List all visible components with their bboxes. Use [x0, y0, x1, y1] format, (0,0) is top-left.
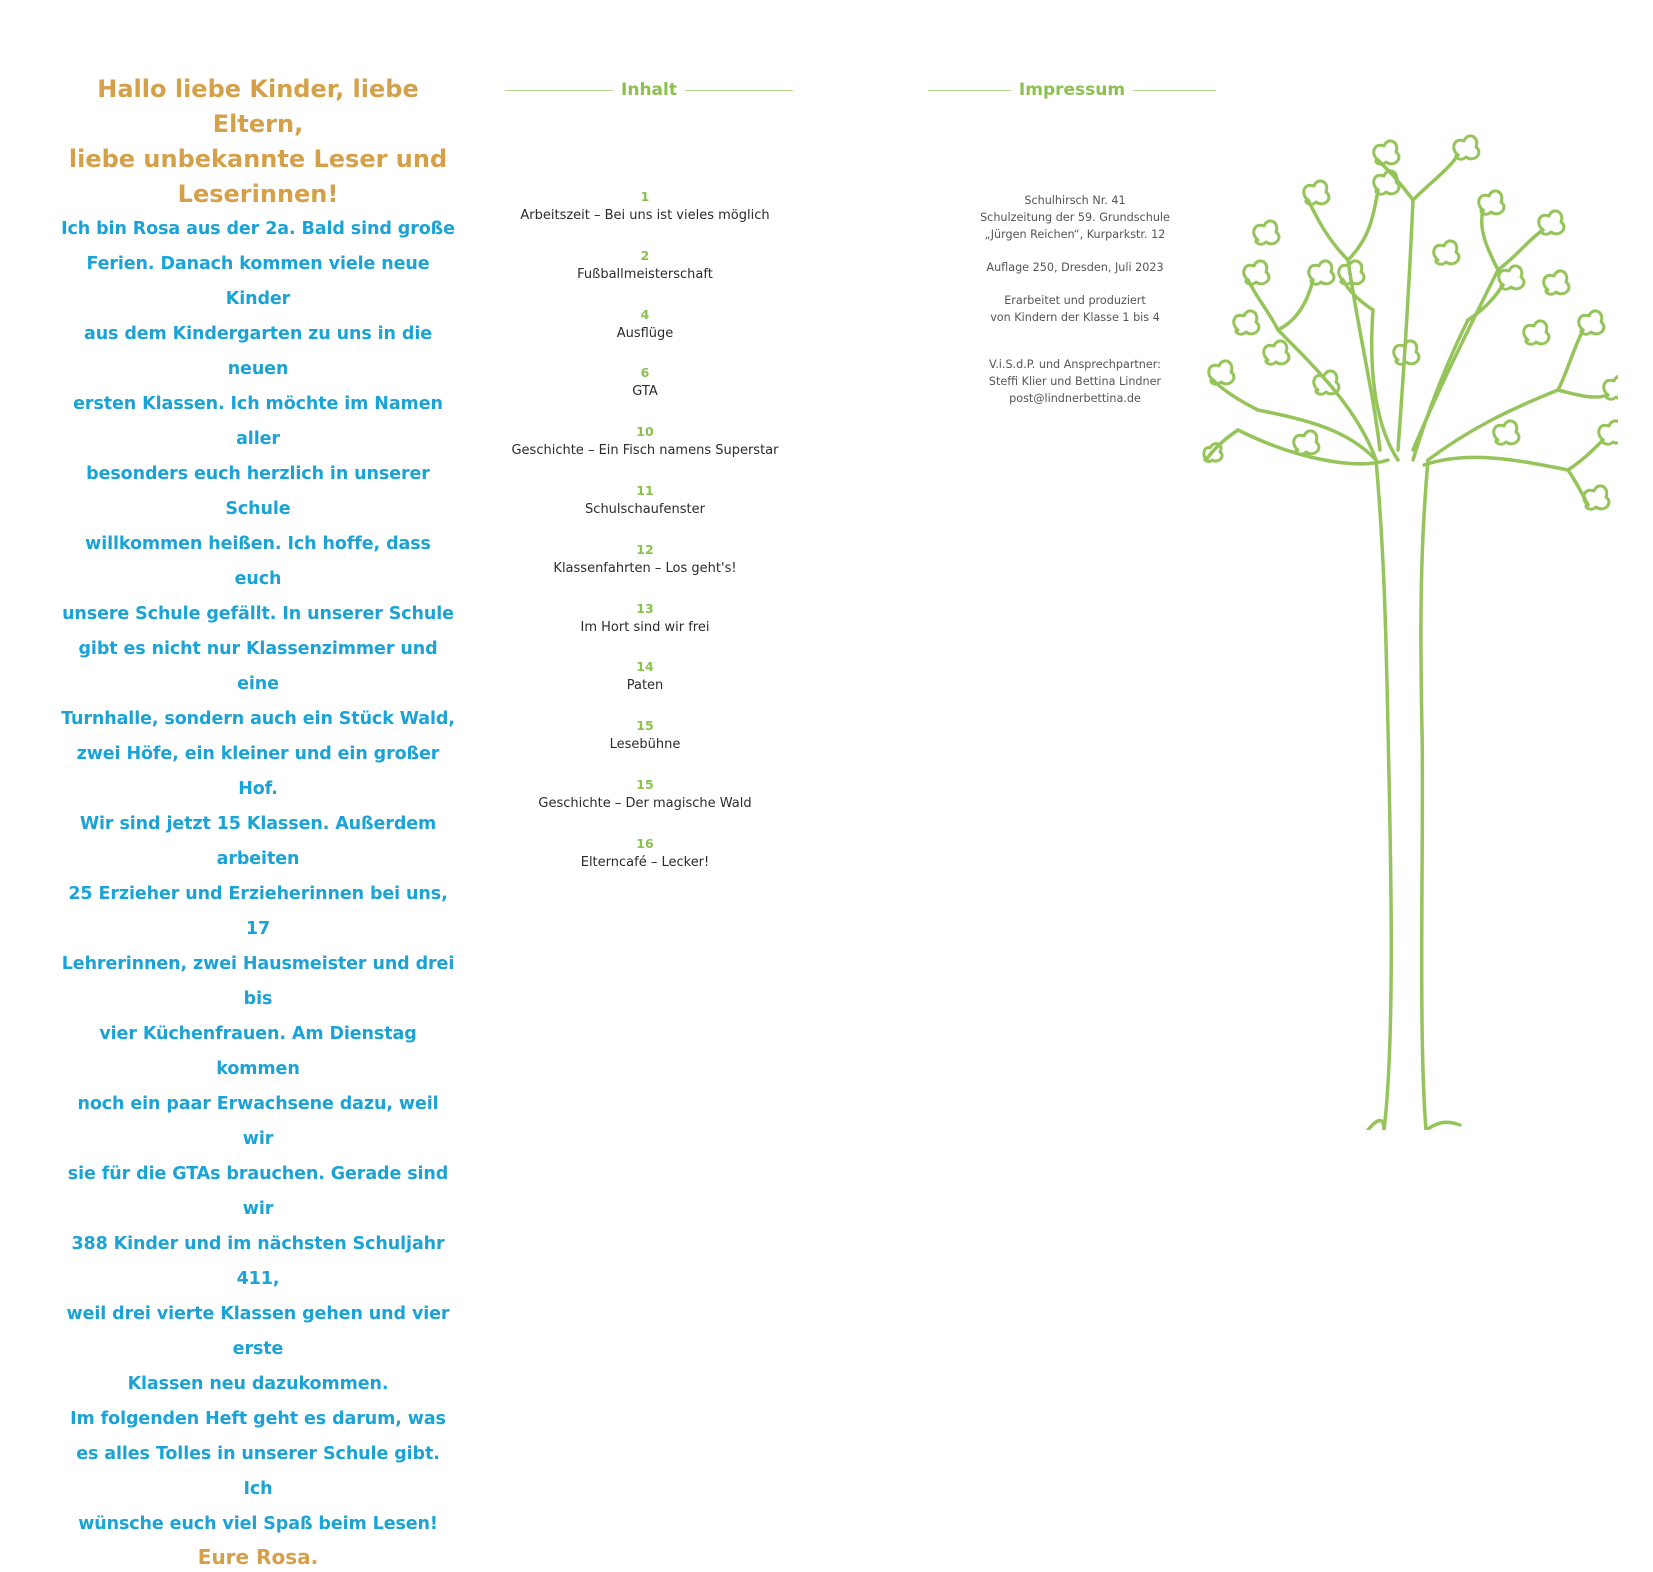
toc-item-title: GTA — [632, 384, 658, 400]
letter-line: gibt es nicht nur Klassenzimmer und eine — [78, 639, 438, 694]
impressum-header — [928, 80, 1216, 100]
impressum-email: post@lindnerbettina.de — [1009, 392, 1141, 405]
letter-paragraph-2 — [60, 1402, 456, 1542]
letter-line: 25 Erzieher und Erzieherinnen bei uns, 17 — [68, 884, 448, 939]
letter-line: Wir sind jetzt 15 Klassen. Außerdem arbeiten — [79, 814, 437, 869]
toc-page-number: 14 — [636, 659, 654, 675]
letter-line: Turnhalle, sondern auch ein Stück Wald, — [61, 709, 455, 729]
toc-title: Inhalt — [621, 80, 677, 100]
toc-item-title: Lesebühne — [609, 737, 681, 753]
letter-line: unsere Schule gefällt. In unserer Schule — [62, 604, 454, 624]
divider — [685, 90, 793, 91]
toc-item-title: Ausflüge — [616, 325, 674, 341]
letter-line: es alles Tolles in unserer Schule gibt. Ich — [76, 1444, 440, 1499]
impressum-line: Steffi Klier und Bettina Lindner — [988, 375, 1162, 388]
toc-item — [480, 423, 810, 482]
impressum-line: Schulzeitung der 59. Grundschule — [980, 211, 1170, 224]
letter-line: weil drei vierte Klassen gehen und vier erste — [66, 1304, 450, 1359]
toc-item — [480, 541, 810, 600]
letter-line: wünsche euch viel Spaß beim Lesen! — [78, 1514, 438, 1534]
toc-page-number: 12 — [636, 541, 654, 557]
letter-heading-line: liebe unbekannte Leser und — [68, 145, 448, 173]
letter-heading-line: Hallo liebe Kinder, liebe Eltern, — [97, 75, 419, 138]
toc-item-title: Klassenfahrten – Los geht's! — [553, 560, 737, 576]
impressum-line: von Kindern der Klasse 1 bis 4 — [990, 311, 1160, 324]
divider — [505, 90, 613, 91]
letter-line: Klassen neu dazukommen. — [127, 1374, 389, 1394]
toc-item — [480, 482, 810, 541]
toc-item — [480, 658, 810, 717]
letter-paragraph-1 — [60, 212, 456, 1402]
toc-item — [480, 776, 810, 835]
tree-illustration — [1198, 130, 1618, 1130]
toc-item — [480, 247, 810, 306]
letter-line: Im folgenden Heft geht es darum, was — [70, 1409, 446, 1429]
letter-line: Lehrerinnen, zwei Hausmeister und drei bis — [61, 954, 455, 1009]
toc-item-title: Geschichte – Ein Fisch namens Superstar — [511, 443, 779, 459]
welcome-letter — [60, 72, 456, 1572]
letter-line: 388 Kinder und im nächsten Schuljahr 411, — [71, 1234, 445, 1289]
toc-page-number: 10 — [636, 424, 654, 440]
toc-item — [480, 835, 810, 894]
toc-item-title: Paten — [626, 678, 664, 694]
toc-page-number: 6 — [640, 365, 650, 381]
impressum — [955, 192, 1195, 407]
table-of-contents — [480, 188, 810, 894]
toc-page-number: 1 — [640, 189, 650, 204]
toc-item-title: Elterncafé – Lecker! — [580, 854, 710, 870]
toc-page-number: 15 — [636, 718, 654, 734]
toc-page-number: 2 — [640, 247, 650, 263]
letter-line: besonders euch herzlich in unserer Schule — [86, 464, 430, 519]
toc-page-number: 13 — [636, 600, 654, 616]
impressum-title: Impressum — [1018, 80, 1126, 100]
letter-line: ersten Klassen. Ich möchte im Namen aller — [73, 394, 443, 449]
toc-page-number: 16 — [636, 835, 654, 851]
divider — [1133, 90, 1216, 91]
letter-line: noch ein paar Erwachsene dazu, weil wir — [77, 1094, 439, 1149]
toc-item-title: Arbeitszeit – Bei uns ist vieles möglich — [520, 208, 770, 223]
divider — [928, 90, 1011, 91]
letter-line: zwei Höfe, ein kleiner und ein großer Hof. — [76, 744, 440, 799]
toc-item — [480, 306, 810, 365]
toc-page-number: 15 — [636, 776, 654, 792]
letter-line: vier Küchenfrauen. Am Dienstag kommen — [99, 1024, 417, 1079]
impressum-line: Auflage 250, Dresden, Juli 2023 — [986, 261, 1164, 274]
letter-line: willkommen heißen. Ich hoffe, dass euch — [85, 534, 431, 589]
letter-line: Ich bin Rosa aus der 2a. Bald sind große — [61, 219, 455, 239]
toc-page-number: 4 — [640, 306, 650, 322]
impressum-line: Erarbeitet und produziert — [1004, 294, 1146, 307]
impressum-line: Schulhirsch Nr. 41 — [1024, 194, 1126, 207]
impressum-line: V.i.S.d.P. und Ansprechpartner: — [989, 358, 1161, 371]
toc-item-title: Im Hort sind wir frei — [580, 619, 710, 635]
letter-line: sie für die GTAs brauchen. Gerade sind wir — [67, 1164, 449, 1219]
toc-page-number: 11 — [636, 482, 654, 498]
toc-item — [480, 188, 810, 247]
toc-item — [480, 600, 810, 659]
toc-item — [480, 717, 810, 776]
toc-item — [480, 364, 810, 423]
toc-item-title: Schulschaufenster — [585, 501, 705, 517]
letter-heading — [60, 72, 456, 212]
impressum-line: „Jürgen Reichen“, Kurparkstr. 12 — [984, 228, 1166, 241]
toc-header — [505, 80, 793, 100]
toc-item-title: Fußballmeisterschaft — [577, 266, 713, 282]
letter-line: aus dem Kindergarten zu uns in die neuen — [83, 324, 432, 379]
letter-line: Ferien. Danach kommen viele neue Kinder — [86, 254, 430, 309]
letter-heading-line: Leserinnen! — [177, 180, 339, 208]
toc-item-title: Geschichte – Der magische Wald — [538, 795, 752, 811]
letter-signature: Eure Rosa. — [197, 1545, 319, 1569]
